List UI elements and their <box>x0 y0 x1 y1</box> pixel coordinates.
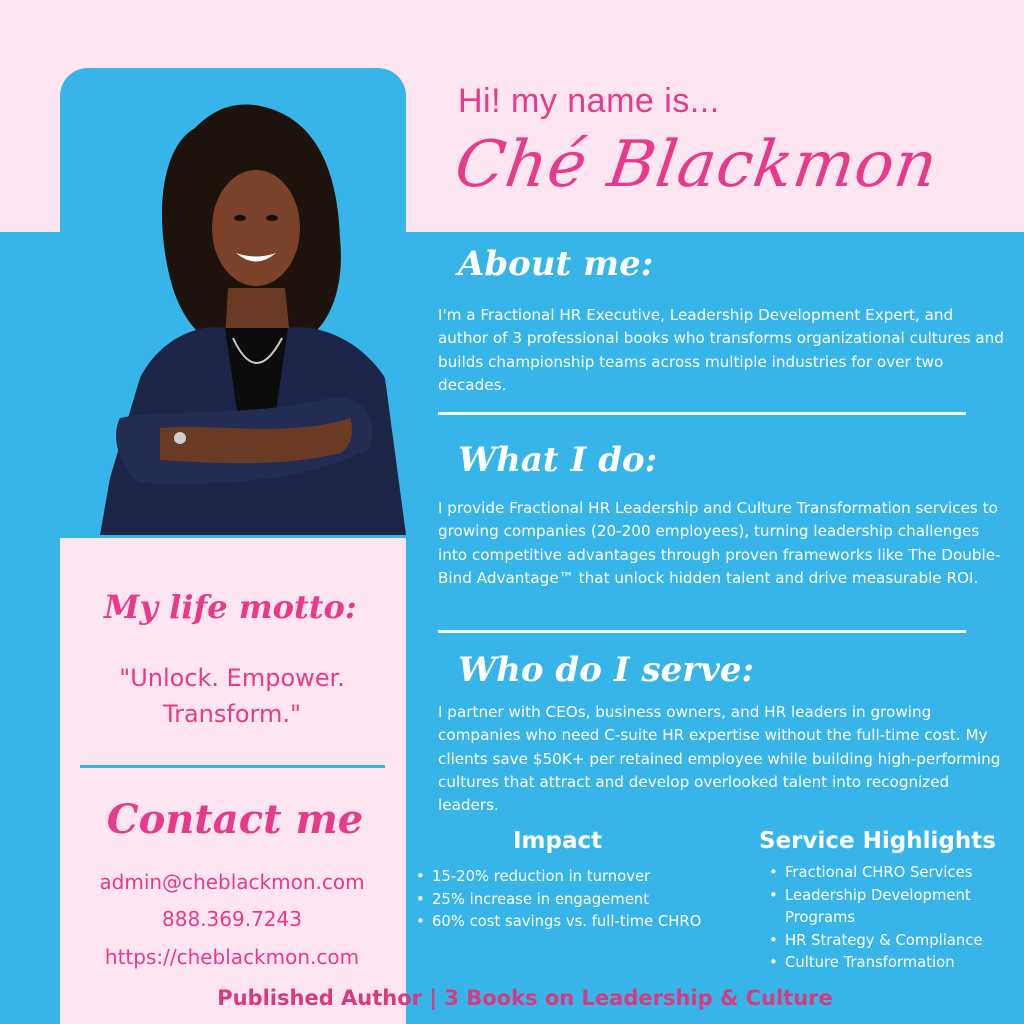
greeting-text: Hi! my name is... <box>458 82 720 120</box>
contact-phone-link[interactable]: 888.369.7243 <box>162 907 302 931</box>
service-item: • HR Strategy & Compliance <box>767 930 1012 953</box>
contact-email-link[interactable]: admin@cheblackmon.com <box>99 870 365 894</box>
services-title: Service Highlights <box>759 828 996 854</box>
serve-text: I partner with CEOs, business owners, and HR leaders in growing companies who need C-suite HR expertise without the full-time cost. My clients save $50K+ per retained employee while building high-performing cultures that attract and develop overlooked talent into recognized leaders. <box>438 703 1001 815</box>
impact-item: • 60% cost savings vs. full-time CHRO <box>414 911 701 934</box>
what-title: What I do: <box>458 440 658 480</box>
serve-title: Who do I serve: <box>458 650 755 690</box>
impact-list <box>414 866 701 934</box>
contact-title: Contact me <box>106 796 364 843</box>
about-title: About me: <box>458 244 654 284</box>
divider <box>438 412 966 415</box>
services-list <box>767 862 1012 975</box>
what-text: I provide Fractional HR Leadership and Culture Transformation services to growing companies (20-200 employees), turning leadership challenges into competitive advantages through proven frameworks like The Double-Bind Advantage™ that unlock hidden talent and drive measurable ROI. <box>438 499 1001 587</box>
left-divider <box>80 765 385 768</box>
person-name: Ché Blackmon <box>450 128 943 202</box>
divider <box>438 630 966 633</box>
motto-line: Transform." <box>162 700 302 728</box>
impact-title: Impact <box>513 828 603 854</box>
service-item: • Culture Transformation <box>767 952 1012 975</box>
motto-title: My life motto: <box>104 588 357 626</box>
contact-website-link[interactable]: https://cheblackmon.com <box>104 945 360 969</box>
footer-banner: Published Author | 3 Books on Leadership & Culture <box>217 986 833 1010</box>
service-item: • Fractional CHRO Services <box>767 862 1012 885</box>
service-item: • Leadership Development Programs <box>767 885 1012 930</box>
about-text: I'm a Fractional HR Executive, Leadership Development Expert, and author of 3 professional books who transforms organizational cultures and builds championship teams across multiple industries for over two decades. <box>438 306 1004 394</box>
motto-text <box>62 660 402 732</box>
profile-photo <box>100 88 406 535</box>
impact-item: • 15-20% reduction in turnover <box>414 866 701 889</box>
impact-item: • 25% increase in engagement <box>414 889 701 912</box>
motto-line: "Unlock. Empower. <box>119 664 345 692</box>
